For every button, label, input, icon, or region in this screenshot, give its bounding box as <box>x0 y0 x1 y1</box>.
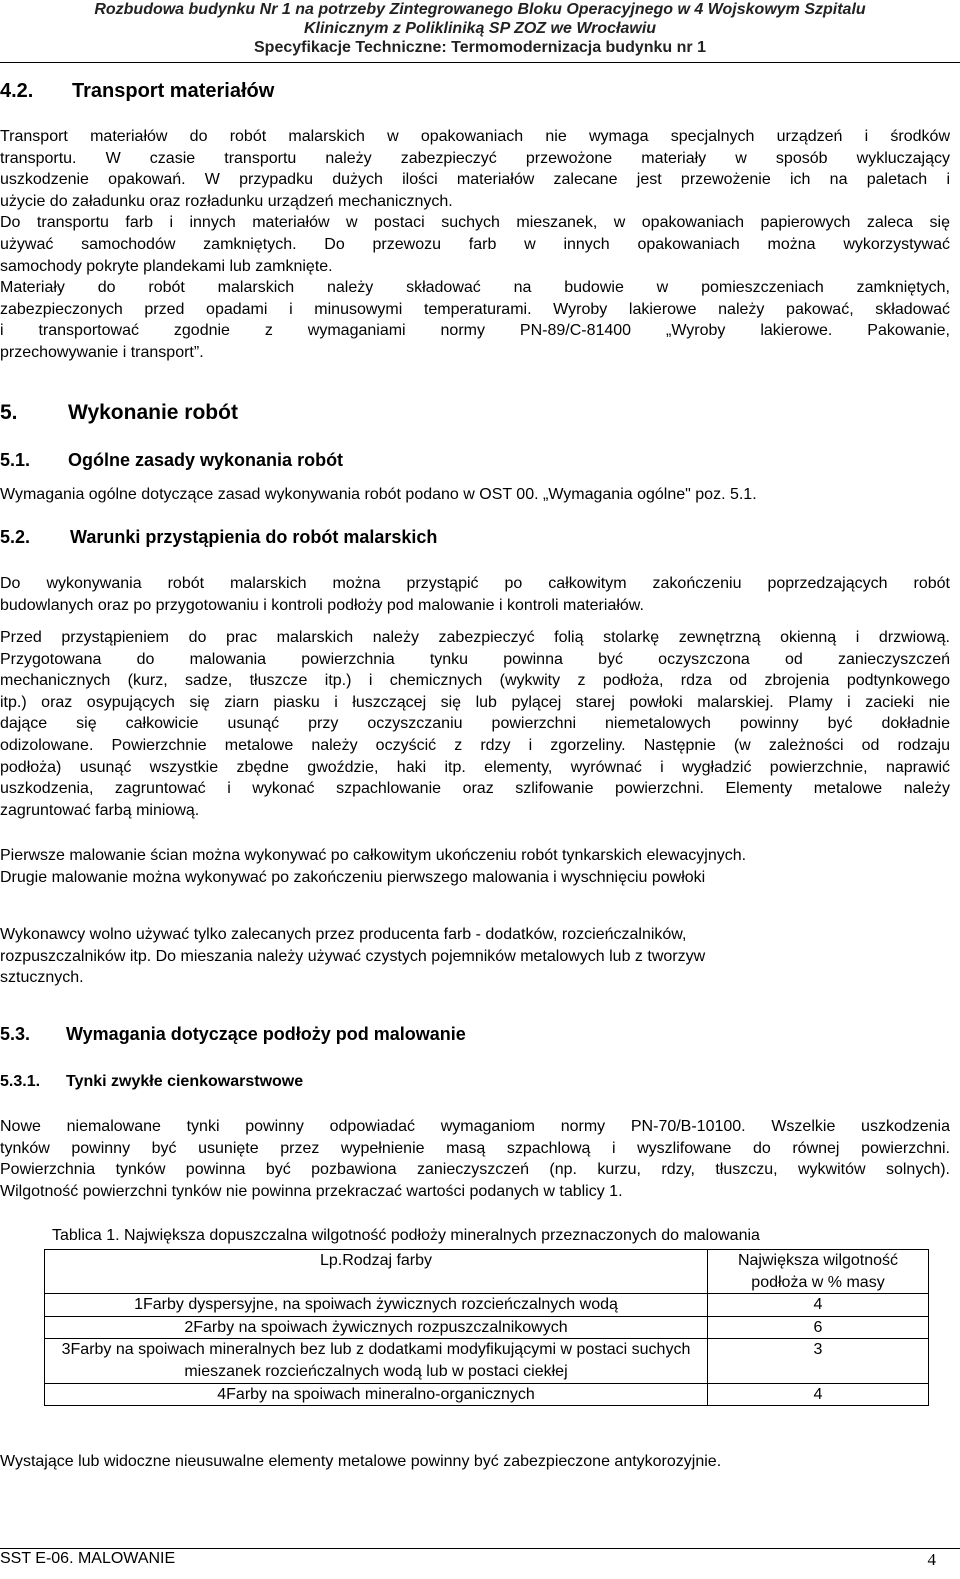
text-line: Przed przystąpieniem do prac malarskich należy zabezpieczyć folią stolarkę zewnętrzną okienną i drzwiową. <box>0 629 950 646</box>
paragraph-start-conditions <box>0 573 950 616</box>
section-title: Wykonanie robót <box>68 401 238 424</box>
section-number: 5.1. <box>0 450 31 470</box>
text-line: budowlanych oraz po przygotowaniu i kontroli podłoży pod malowanie i kontroli materiałów. <box>0 596 644 614</box>
section-number: 5.3.1. <box>0 1073 41 1090</box>
text-line: Do transportu farb i innych materiałów w postaci suchych mieszanek, w opakowaniach papierowych zaleca się <box>0 214 950 232</box>
text-line: transportu. W czasie transportu należy zabezpieczyć przewożone materiały w sposób wykluczający <box>0 149 950 167</box>
table-cell: 3Farby na spoiwach mineralnych bez lub z dodatkami modyfikującymi w postaci suchych mieszanek rozcieńczalnych wodą lub w postaci ciekłej <box>45 1339 708 1383</box>
header-line-3: Specyfikacje Techniczne: Termomodernizacja budynku nr 1 <box>254 39 706 56</box>
text-line: mechanicznych (kurz, sadze, tłuszcze itp.) i chemicznych (wykwity z podłoża, rdza od zbrojenia podtynkowego <box>0 672 950 690</box>
header-line-2: Klinicznym z Polikliniką SP ZOZ we Wrocławiu <box>303 20 657 37</box>
section-title: Warunki przystąpienia do robót malarskich <box>70 527 438 547</box>
moisture-table <box>44 1249 929 1406</box>
text-line: Nowe niemalowane tynki powinny odpowiadać wymaganiom normy PN-70/B-10100. Wszelkie uszkodzenia <box>0 1118 950 1135</box>
page-number: 4 <box>927 1550 936 1569</box>
paragraph-closing <box>0 1451 950 1473</box>
header-divider <box>0 62 960 63</box>
paragraph-surface-preparation <box>0 627 950 821</box>
text-line: samochody pokryte plandekami lub zamknięte. <box>0 257 333 275</box>
text-line: itp.) oraz osypujących się ziarn piasku i łuszczącej się lub pylącej starej powłoki malarskiej. Plamy i zacieki nie <box>0 693 950 711</box>
table-header-row <box>45 1250 929 1294</box>
table-cell: 1Farby dyspersyjne, na spoiwach żywicznych rozcieńczalnych wodą <box>45 1294 708 1317</box>
text-line: sztucznych. <box>0 969 84 987</box>
section-heading-5-2 <box>0 527 437 548</box>
section-heading-5-1 <box>0 450 343 471</box>
table-cell: 4 <box>708 1383 929 1406</box>
footer-title: SST E-06. MALOWANIE <box>0 1550 176 1567</box>
text-line: użycie do załadunku oraz rozładunku urządzeń mechanicznych. <box>0 192 453 210</box>
section-title: Tynki zwykłe cienkowarstwowe <box>66 1073 304 1090</box>
text-line: podłoża) usunąć wszystkie zbędne gwoździe, haki itp. elementy, wyrównać i wygładzić powierzchnie, naprawić <box>0 758 950 776</box>
table-row <box>45 1339 929 1383</box>
section-title: Wymagania dotyczące podłoży pod malowanie <box>66 1024 466 1044</box>
text-line: Wykonawcy wolno używać tylko zalecanych przez producenta farb - dodatków, rozcieńczalników, <box>0 926 687 943</box>
table-caption: Tablica 1. Największa dopuszczalna wilgotność podłoży mineralnych przeznaczonych do malowania <box>52 1227 760 1244</box>
table-cell: 4 <box>708 1294 929 1317</box>
text-line: przechowywanie i transport”. <box>0 343 204 361</box>
footer-divider <box>0 1548 960 1549</box>
paragraph-general <box>0 484 950 506</box>
document-header <box>0 0 960 57</box>
table-cell: 3 <box>708 1339 929 1383</box>
section-heading-5 <box>0 401 238 425</box>
text-line: Materiały do robót malarskich należy składować na budowie w pomieszczeniach zamkniętych, <box>0 279 950 297</box>
section-heading-5-3 <box>0 1024 466 1045</box>
section-number: 4.2. <box>0 80 34 102</box>
text-line: tynków powinny być usunięte przez wypełnienie masą szpachlową i wyszlifowane do równej powierzchni. <box>0 1139 950 1157</box>
header-line-1: Rozbudowa budynku Nr 1 na potrzeby Zintegrowanego Bloku Operacyjnego w 4 Wojskowym Szpitalu <box>94 1 866 18</box>
table-row <box>45 1294 929 1317</box>
text-line: uszkodzenia, zagruntować i wykonać szpachlowanie oraz szlifowanie powierzchni. Elementy metalowe należy <box>0 780 950 798</box>
table-row <box>45 1383 929 1406</box>
table-cell: 6 <box>708 1316 929 1339</box>
text-line: zabezpieczonych przed opadami i minusowymi temperaturami. Wyroby lakierowe należy pakować, składować <box>0 300 950 318</box>
text-line: Do wykonywania robót malarskich można przystąpić po całkowitym zakończeniu poprzedzających robót <box>0 575 950 592</box>
section-heading-5-3-1 <box>0 1073 303 1091</box>
table-cell: 2Farby na spoiwach żywicznych rozpuszczalnikowych <box>45 1316 708 1339</box>
text-line: dające się całkowicie usunąć przy oczyszczaniu powierzchni niemetalowych powinny być dokładnie <box>0 715 950 733</box>
paragraph-transport <box>0 126 950 364</box>
text-line: Drugie malowanie można wykonywać po zakończeniu pierwszego malowania i wyschnięciu powłoki <box>0 868 706 886</box>
section-number: 5.3. <box>0 1024 31 1044</box>
text-line: Powierzchnia tynków powinna być pozbawiona zanieczyszczeń (np. kurzu, rdzy, tłuszczu, wykwitów solnych). <box>0 1161 950 1179</box>
table-header-cell: Lp.Rodzaj farby <box>45 1250 708 1294</box>
paragraph-plaster <box>0 1116 950 1202</box>
section-number: 5.2. <box>0 527 31 547</box>
text-line: Wilgotność powierzchni tynków nie powinna przekraczać wartości podanych w tablicy 1. <box>0 1182 623 1200</box>
text-line: używać samochodów zamkniętych. Do przewozu farb w innych opakowaniach można wykorzystywać <box>0 235 950 253</box>
paragraph-painting-order <box>0 845 950 888</box>
section-title: Transport materiałów <box>72 80 275 102</box>
text-line: Transport materiałów do robót malarskich w opakowaniach nie wymaga specjalnych urządzeń i środków <box>0 128 950 145</box>
table-header-cell: Największa wilgotność podłoża w % masy <box>708 1250 929 1294</box>
text-line: Wystające lub widoczne nieusuwalne elementy metalowe powinny być zabezpieczone antykorozyjnie. <box>0 1453 722 1470</box>
text-line: rozpuszczalników itp. Do mieszania należy używać czystych pojemników metalowych lub z tworzyw <box>0 947 706 965</box>
section-title: Ogólne zasady wykonania robót <box>68 450 344 470</box>
text-line: Przygotowana do malowania powierzchnia tynku powinna być oczyszczona od zanieczyszczeń <box>0 650 950 668</box>
text-line: odizolowane. Powierzchnie metalowe należy oczyścić z rdzy i zgorzeliny. Następnie (w zależności od rodzaju <box>0 736 950 754</box>
text-line: zagruntować farbą miniową. <box>0 801 200 819</box>
text-line: i transportować zgodnie z wymaganiami normy PN-89/C-81400 „Wyroby lakierowe. Pakowanie, <box>0 322 950 340</box>
text-line: Wymagania ogólne dotyczące zasad wykonywania robót podano w OST 00. „Wymagania ogólne" poz. 5.1. <box>0 486 757 503</box>
paragraph-materials <box>0 924 950 989</box>
text-line: uszkodzenie opakowań. W przypadku dużych ilości materiałów zalecane jest przewożenie ich na paletach i <box>0 171 950 189</box>
section-heading-4-2 <box>0 80 274 103</box>
table-row <box>45 1316 929 1339</box>
text-line: Pierwsze malowanie ścian można wykonywać po całkowitym ukończeniu robót tynkarskich elewacyjnych. <box>0 847 747 864</box>
section-number: 5. <box>0 401 18 424</box>
table-cell: 4Farby na spoiwach mineralno-organicznych <box>45 1383 708 1406</box>
